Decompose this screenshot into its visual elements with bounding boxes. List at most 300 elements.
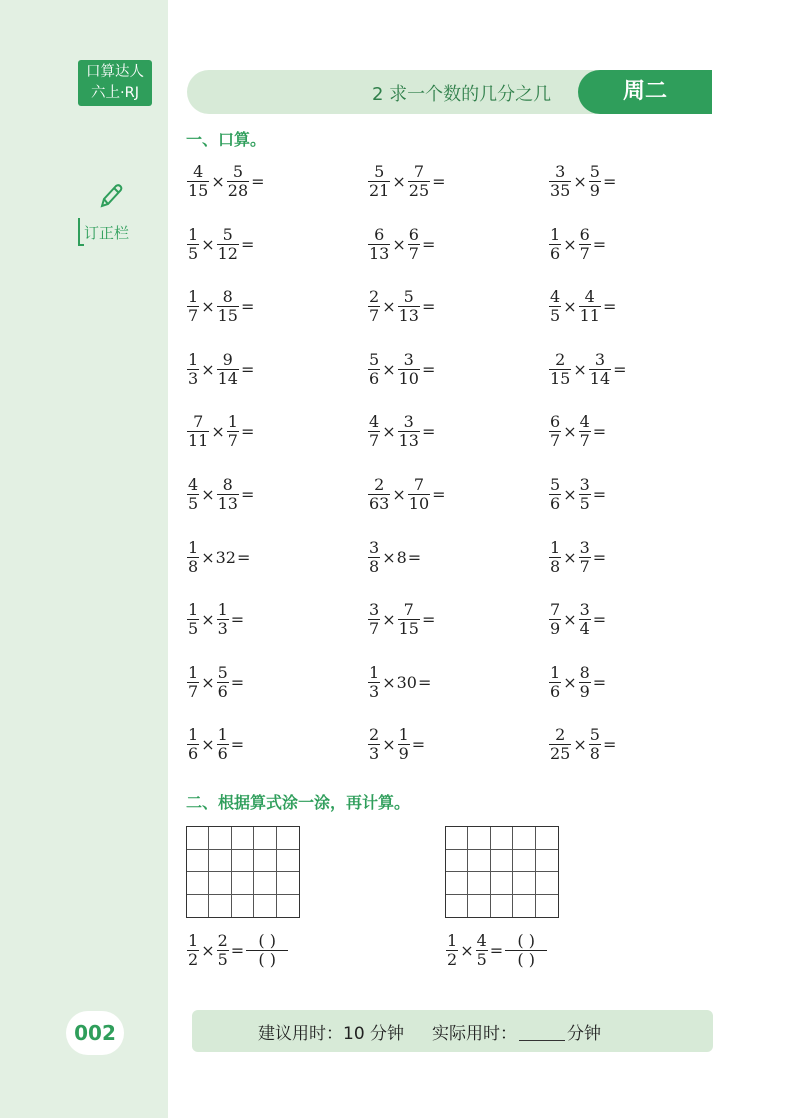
arithmetic-problem (367, 476, 447, 513)
fraction (368, 476, 390, 513)
numerator: 4 (550, 287, 561, 307)
brand-badge (78, 60, 152, 106)
equals-sign: = (592, 234, 607, 254)
times-sign: × (563, 234, 577, 254)
times-sign: × (563, 485, 577, 504)
denominator: 4 (579, 619, 590, 639)
fraction (398, 288, 420, 325)
numerator: 7 (413, 162, 425, 181)
denominator: 28 (227, 181, 249, 200)
numerator: 1 (369, 662, 380, 682)
shading-grid[interactable] (445, 826, 559, 918)
numerator: 2 (374, 475, 385, 494)
equals-sign: = (421, 234, 436, 254)
fraction (187, 413, 209, 450)
section2-title: 二、根据算式涂一涂，再计算。 (186, 793, 411, 812)
denominator: 25 (408, 181, 430, 200)
denominator: 8 (188, 556, 199, 576)
fraction (549, 226, 561, 263)
denominator: 10 (408, 494, 430, 513)
equals-sign: = (240, 234, 255, 254)
denominator: 6 (217, 744, 228, 764)
numerator: 2 (369, 287, 380, 307)
denominator: 5 (217, 950, 228, 969)
arithmetic-problem (367, 664, 432, 701)
actual-time-unit: 分钟 (567, 1023, 602, 1044)
denominator: 5 (188, 619, 199, 639)
fraction (368, 726, 380, 763)
numerator: 3 (579, 600, 590, 620)
numerator: 1 (188, 349, 199, 369)
equals-sign: = (236, 547, 251, 567)
denominator: 6 (550, 681, 561, 701)
denominator: 13 (398, 431, 419, 451)
arithmetic-problem (548, 476, 607, 513)
times-sign: × (382, 672, 396, 692)
arithmetic-problem (548, 413, 607, 450)
fraction (368, 226, 390, 263)
numerator: 6 (408, 224, 419, 244)
equals-sign: = (230, 735, 245, 755)
denominator: ( ) (517, 950, 535, 969)
fraction (579, 413, 591, 450)
fraction (549, 539, 561, 576)
denominator: 7 (188, 306, 199, 326)
numerator: 3 (579, 537, 590, 557)
numerator: ( ) (258, 931, 276, 950)
numerator: 1 (188, 931, 199, 950)
denominator: 13 (217, 494, 238, 513)
fraction (217, 351, 239, 388)
times-sign: × (382, 735, 396, 755)
sidebar (0, 0, 168, 1118)
times-sign: × (573, 359, 587, 379)
equals-sign: = (592, 672, 607, 692)
denominator: 12 (217, 243, 238, 263)
numerator: 1 (188, 287, 199, 307)
equals-sign: = (592, 547, 607, 567)
numerator: 3 (579, 475, 590, 494)
equals-sign: = (411, 735, 426, 755)
denominator: 10 (398, 368, 419, 388)
arithmetic-problem (367, 288, 436, 325)
denominator: 8 (550, 556, 561, 576)
denominator: 5 (188, 494, 199, 513)
numerator: 3 (403, 349, 414, 369)
numerator: 4 (579, 412, 590, 432)
arithmetic-problem (367, 226, 436, 263)
numerator: 5 (550, 475, 561, 494)
answer-fraction[interactable] (246, 932, 288, 969)
times-sign: × (563, 547, 577, 567)
numerator: 8 (222, 475, 233, 494)
numerator: 3 (594, 349, 606, 369)
fraction (579, 664, 591, 701)
fraction (368, 163, 390, 200)
arithmetic-problem (367, 163, 447, 200)
numerator: 4 (476, 931, 487, 950)
equals-sign: = (421, 359, 436, 379)
numerator: 6 (550, 412, 561, 432)
equals-sign: = (421, 610, 436, 630)
times-sign: × (382, 297, 396, 317)
fraction (398, 601, 420, 638)
fraction (217, 664, 229, 701)
numerator: 7 (193, 412, 204, 432)
fraction (217, 226, 239, 263)
numerator: 3 (555, 162, 566, 181)
denominator: 7 (408, 243, 419, 263)
fraction (398, 351, 420, 388)
fraction (368, 601, 380, 638)
numerator: 4 (369, 412, 380, 432)
fraction (187, 226, 199, 263)
times-sign: × (201, 359, 215, 379)
actual-time-blank[interactable] (519, 1022, 565, 1041)
numerator: 7 (403, 600, 414, 620)
denominator: 14 (589, 368, 611, 388)
numerator: 1 (227, 412, 238, 432)
equals-sign: = (421, 422, 436, 442)
numerator: 1 (550, 224, 561, 244)
fraction (187, 539, 199, 576)
fraction (398, 413, 420, 450)
numerator: 1 (188, 224, 199, 244)
numerator: 5 (403, 287, 414, 307)
denominator: 15 (550, 368, 571, 388)
denominator: 5 (579, 494, 590, 513)
numerator: 1 (188, 600, 199, 620)
time-bar (192, 1010, 713, 1052)
fraction (187, 476, 199, 513)
fraction (398, 726, 410, 763)
fraction (408, 163, 430, 200)
equals-sign: = (421, 297, 436, 317)
shading-problem (186, 932, 289, 969)
numerator: 6 (579, 224, 590, 244)
times-sign: × (382, 610, 396, 630)
denominator: 9 (589, 181, 600, 200)
equals-sign: = (592, 610, 607, 630)
numerator: 1 (398, 725, 409, 745)
suggested-time: 建议用时：10 分钟 (258, 1023, 405, 1044)
denominator: 5 (476, 950, 487, 969)
numerator: 5 (369, 349, 380, 369)
whole-number: 32 (215, 547, 236, 567)
fraction (589, 351, 611, 388)
arithmetic-problem (186, 539, 251, 576)
arithmetic-problem (186, 726, 245, 763)
equals-sign: = (602, 297, 617, 317)
times-sign: × (392, 234, 406, 254)
times-sign: × (563, 610, 577, 630)
arithmetic-problem (186, 476, 255, 513)
denominator: 14 (217, 368, 238, 388)
fraction (187, 726, 199, 763)
arithmetic-problem (186, 664, 245, 701)
whole-number: 8 (396, 547, 407, 567)
numerator: 2 (555, 349, 566, 369)
arithmetic-problem (186, 226, 255, 263)
arithmetic-problem (186, 601, 245, 638)
fraction (579, 601, 591, 638)
times-sign: × (563, 297, 577, 317)
numerator: 1 (188, 725, 199, 745)
numerator: 2 (555, 725, 566, 745)
equals-sign: = (432, 485, 446, 504)
denominator: 9 (550, 619, 561, 639)
times-sign: × (201, 941, 215, 960)
arithmetic-problem (548, 163, 617, 200)
denominator: 25 (550, 744, 571, 764)
fraction (476, 932, 488, 969)
fraction (549, 726, 571, 763)
numerator: 7 (550, 600, 561, 620)
actual-time-label: 实际用时： (432, 1023, 518, 1044)
denominator: 63 (369, 494, 390, 513)
equals-sign: = (592, 485, 607, 504)
answer-fraction[interactable] (505, 932, 547, 969)
fraction (549, 351, 571, 388)
fraction (227, 413, 239, 450)
denominator: 6 (550, 494, 561, 513)
numerator: 1 (447, 931, 458, 950)
equals-sign: = (251, 172, 265, 191)
equals-sign: = (240, 422, 255, 442)
denominator: 35 (550, 181, 571, 200)
denominator: 7 (369, 619, 380, 639)
denominator: 7 (188, 681, 199, 701)
numerator: 1 (188, 662, 199, 682)
denominator: 7 (369, 306, 380, 326)
fraction (408, 226, 420, 263)
denominator: 6 (369, 368, 380, 388)
denominator: 15 (217, 306, 238, 326)
shading-grid[interactable] (186, 826, 300, 918)
times-sign: × (563, 672, 577, 692)
correction-column (76, 180, 142, 248)
equals-sign: = (602, 172, 617, 191)
denominator: ( ) (258, 950, 276, 969)
fraction (549, 413, 561, 450)
times-sign: × (382, 547, 396, 567)
times-sign: × (460, 941, 474, 960)
numerator: 4 (193, 162, 204, 181)
fraction (217, 476, 239, 513)
denominator: 3 (369, 744, 380, 764)
denominator: 7 (579, 556, 590, 576)
fraction (589, 163, 601, 200)
fraction (368, 413, 380, 450)
numerator: 5 (374, 162, 385, 181)
arithmetic-problem (548, 288, 617, 325)
fraction (368, 664, 380, 701)
denominator: 7 (369, 431, 380, 451)
arithmetic-problem (367, 601, 436, 638)
equals-sign: = (613, 359, 627, 379)
denominator: 13 (369, 243, 390, 263)
times-sign: × (392, 485, 406, 504)
fraction (368, 351, 380, 388)
denominator: 13 (398, 306, 419, 326)
fraction (408, 476, 430, 513)
times-sign: × (563, 422, 577, 442)
denominator: 6 (550, 243, 561, 263)
times-sign: × (573, 172, 587, 191)
equals-sign: = (432, 172, 446, 191)
equals-sign: = (230, 610, 245, 630)
denominator: 5 (188, 243, 199, 263)
fraction (589, 726, 601, 763)
numerator: 8 (579, 662, 590, 682)
arithmetic-problem (548, 726, 617, 763)
equals-sign: = (240, 297, 255, 317)
times-sign: × (392, 172, 406, 191)
denominator: 3 (188, 368, 199, 388)
equals-sign: = (417, 672, 432, 692)
arithmetic-problem (367, 726, 426, 763)
denominator: 6 (217, 681, 228, 701)
times-sign: × (211, 172, 225, 191)
equals-sign: = (602, 735, 617, 755)
denominator: 9 (579, 681, 590, 701)
fraction (579, 288, 601, 325)
fraction (217, 601, 229, 638)
numerator: 9 (222, 349, 233, 369)
fraction (579, 476, 591, 513)
arithmetic-problem (186, 163, 266, 200)
fraction (446, 932, 458, 969)
numerator: 4 (188, 475, 199, 494)
denominator: 3 (217, 619, 228, 639)
pencil-icon (98, 182, 124, 210)
times-sign: × (201, 234, 215, 254)
lesson-title: 2 求一个数的几分之几 (372, 84, 552, 105)
denominator: 3 (369, 681, 380, 701)
whole-number: 30 (396, 672, 417, 692)
equals-sign: = (240, 359, 255, 379)
arithmetic-problem (548, 539, 607, 576)
fraction (368, 288, 380, 325)
fraction (217, 288, 239, 325)
brand-line1: 口算达人 (86, 64, 144, 80)
denominator: 8 (589, 744, 600, 764)
fraction (549, 664, 561, 701)
denominator: 7 (550, 431, 561, 451)
fraction (217, 726, 229, 763)
numerator: 7 (413, 475, 425, 494)
fraction (549, 476, 561, 513)
denominator: 11 (188, 431, 209, 451)
denominator: 7 (579, 431, 590, 451)
numerator: 5 (217, 662, 228, 682)
numerator: 5 (232, 162, 244, 181)
arithmetic-problem (186, 288, 255, 325)
equals-sign: = (489, 941, 504, 960)
times-sign: × (201, 297, 215, 317)
fraction (187, 163, 209, 200)
fraction (579, 226, 591, 263)
denominator: 21 (369, 181, 390, 200)
fraction (187, 351, 199, 388)
denominator: 2 (447, 950, 458, 969)
shading-problem (445, 932, 548, 969)
denominator: 6 (188, 744, 199, 764)
arithmetic-problem (548, 226, 607, 263)
numerator: 8 (222, 287, 233, 307)
arithmetic-problem (186, 351, 255, 388)
fraction (549, 288, 561, 325)
numerator: 3 (369, 537, 380, 557)
equals-sign: = (230, 672, 245, 692)
times-sign: × (201, 547, 215, 567)
numerator: 5 (589, 725, 600, 745)
times-sign: × (201, 672, 215, 692)
numerator: 1 (550, 537, 561, 557)
denominator: 7 (227, 431, 238, 451)
denominator: 5 (550, 306, 561, 326)
fraction (549, 601, 561, 638)
arithmetic-problem (548, 601, 607, 638)
denominator: 15 (398, 619, 419, 639)
numerator: 1 (217, 600, 228, 620)
numerator: ( ) (517, 931, 535, 950)
times-sign: × (573, 735, 587, 755)
times-sign: × (382, 422, 396, 442)
numerator: 1 (188, 537, 199, 557)
numerator: 4 (584, 287, 595, 307)
numerator: 5 (222, 224, 233, 244)
denominator: 9 (398, 744, 409, 764)
fraction (187, 932, 199, 969)
correction-label: 订正栏 (84, 224, 130, 242)
denominator: 7 (579, 243, 590, 263)
arithmetic-problem (548, 351, 628, 388)
fraction (187, 664, 199, 701)
numerator: 2 (369, 725, 380, 745)
numerator: 6 (374, 224, 385, 244)
equals-sign: = (592, 422, 607, 442)
times-sign: × (201, 735, 215, 755)
times-sign: × (201, 610, 215, 630)
equals-sign: = (407, 547, 422, 567)
arithmetic-problem (367, 539, 422, 576)
times-sign: × (382, 359, 396, 379)
times-sign: × (201, 485, 215, 504)
fraction (227, 163, 249, 200)
numerator: 3 (369, 600, 380, 620)
arithmetic-problem (548, 664, 607, 701)
page-number: 002 (66, 1011, 124, 1055)
section1-title: 一、口算。 (186, 130, 267, 149)
arithmetic-problem (186, 413, 255, 450)
equals-sign: = (230, 941, 245, 960)
denominator: 11 (579, 306, 600, 326)
denominator: 15 (188, 181, 209, 200)
equals-sign: = (240, 485, 255, 504)
numerator: 1 (550, 662, 561, 682)
arithmetic-problem (367, 351, 436, 388)
numerator: 1 (217, 725, 228, 745)
arithmetic-problem (367, 413, 436, 450)
brand-line2: 六上·RJ (91, 85, 139, 101)
fraction (368, 539, 380, 576)
fraction (549, 163, 571, 200)
numerator: 2 (217, 931, 228, 950)
fraction (579, 539, 591, 576)
numerator: 5 (589, 162, 600, 181)
fraction (217, 932, 229, 969)
